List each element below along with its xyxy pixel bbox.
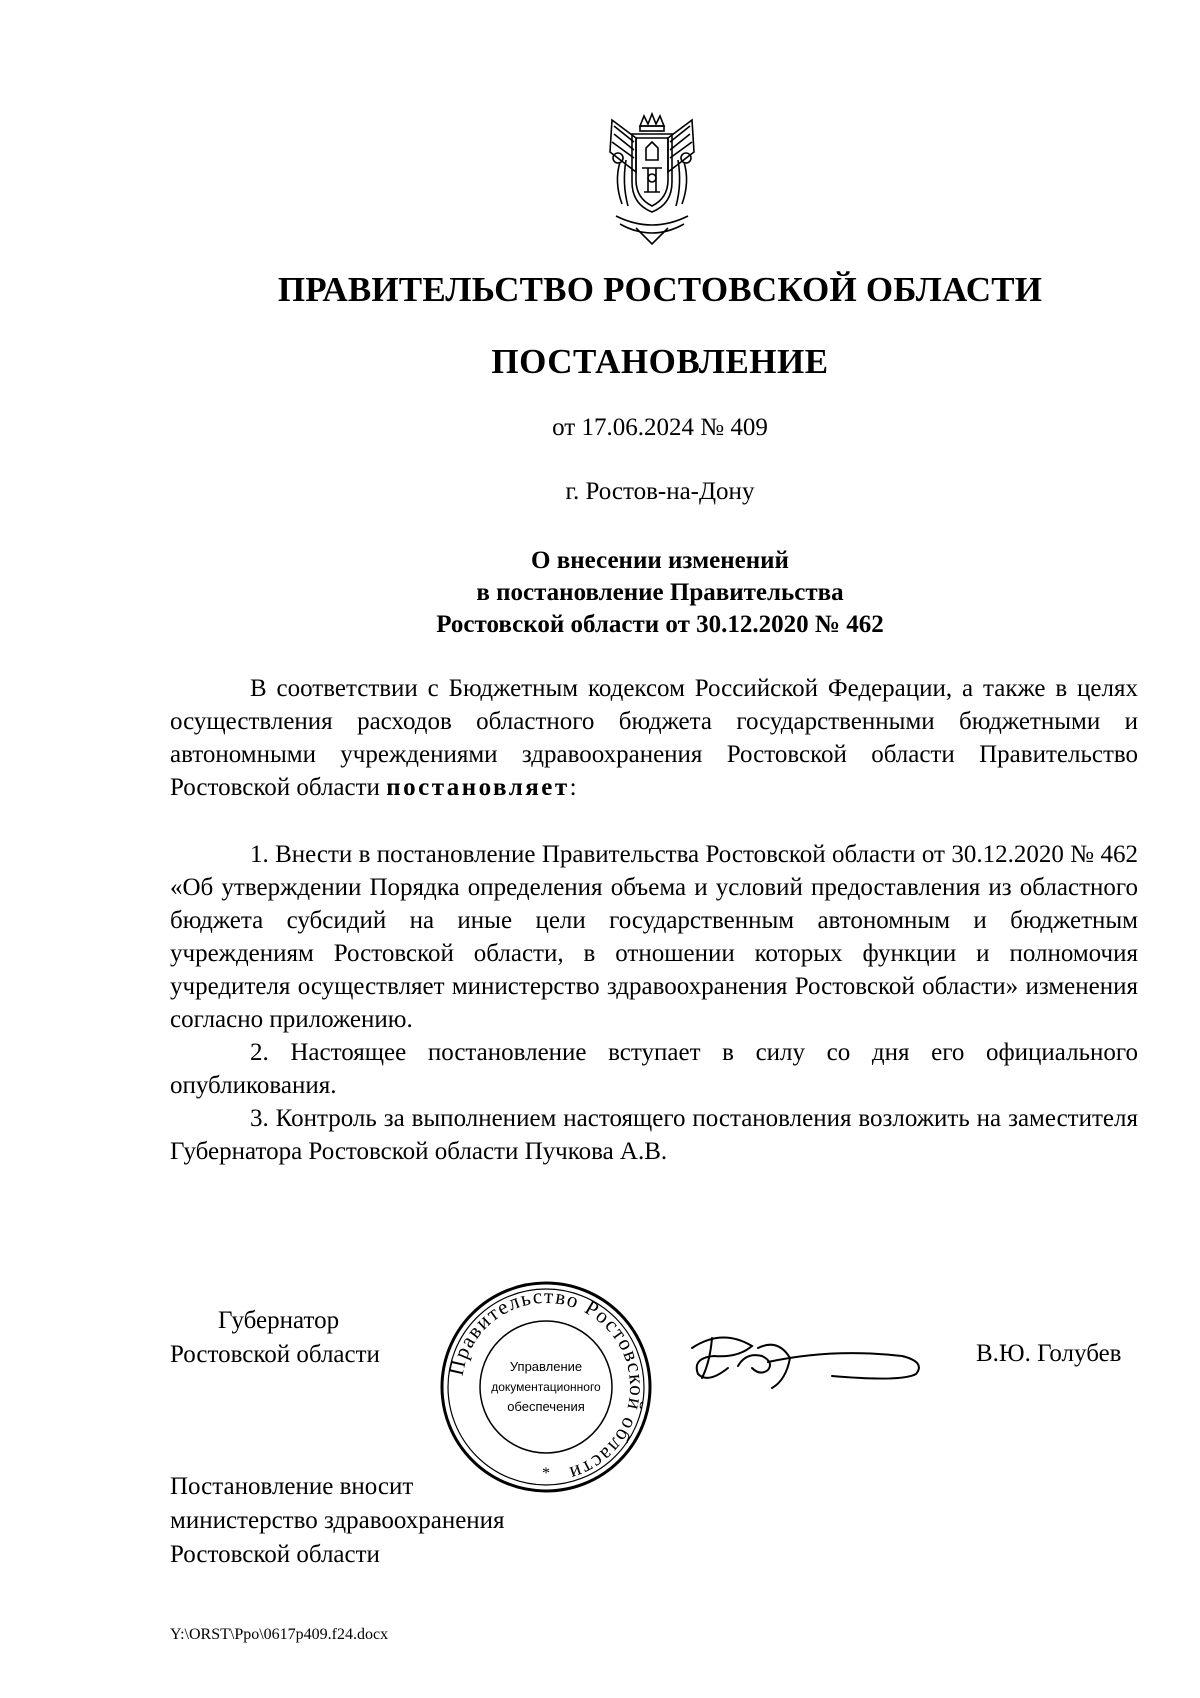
- seal-inner-line: Управление: [509, 1359, 583, 1374]
- subject-line: Ростовской области от 30.12.2020 № 462: [436, 611, 884, 638]
- organization-title: ПРАВИТЕЛЬСТВО РОСТОВСКОЙ ОБЛАСТИ: [277, 270, 1043, 309]
- introduced-by-line: Ростовской области: [170, 1541, 380, 1568]
- introduced-by-line: Постановление вносит: [170, 1473, 414, 1500]
- seal-inner-line: документационного: [491, 1380, 601, 1394]
- signer-position-line: Губернатор: [218, 1307, 340, 1334]
- document-type: ПОСТАНОВЛЕНИЕ: [491, 342, 829, 381]
- resolution-item: 3. Контроль за выполнением настоящего постановления возложить на заместителя Губернатора Ростовской области Пучкова А.В.: [170, 1105, 1138, 1165]
- seal-outer-text: Правительство Ростовской области: [443, 1283, 650, 1487]
- introduced-by-line: министерство здравоохранения: [170, 1507, 505, 1534]
- signer-position: [170, 1304, 380, 1372]
- seal-inner-line: обеспечения: [507, 1399, 585, 1414]
- introduced-by: [170, 1470, 505, 1572]
- official-seal: [437, 1278, 655, 1496]
- resolution-item: 1. Внести в постановление Правительства Ростовской области от 30.12.2020 № 462 «Об утверждении Порядка определения объема и условий предоставления из областного бюджета субсидий на иные цели государственным автономным и бюджетным учреждениям Ростовской области, в отношении которых функции и полномочия учредителя осуществляет министерство здравоохранения Ростовской области» изменения согласно приложению.: [170, 841, 1138, 1033]
- document-date-number: от 17.06.2024 № 409: [552, 414, 768, 441]
- preamble-text: В соответствии с Бюджетным кодексом Российской Федерации, а также в целях осуществления расходов областного бюджета государственными бюджетными и автономными учреждениями здравоохранения Ростовской области Правительство Ростовской области: [170, 675, 1138, 801]
- subject-line: О внесении изменений: [531, 547, 789, 574]
- document-subject: [0, 545, 1200, 641]
- preamble-emphasis: постановляет: [386, 774, 570, 801]
- seal-star-icon: *: [542, 1465, 550, 1482]
- coat-of-arms-emblem: [596, 112, 708, 246]
- file-path: Y:\ORST\Ppo\0617p409.f24.docx: [170, 1626, 389, 1643]
- signer-position-line: Ростовской области: [170, 1341, 380, 1368]
- preamble-suffix: :: [569, 774, 577, 801]
- resolution-item: 2. Настоящее постановление вступает в силу со дня его официального опубликования.: [170, 1039, 1138, 1099]
- preamble-paragraph: [170, 672, 1138, 804]
- handwritten-signature: [682, 1318, 932, 1398]
- subject-line: в постановление Правительства: [476, 579, 844, 606]
- resolution-items: [170, 838, 1138, 1168]
- document-place: г. Ростов-на-Дону: [565, 478, 755, 505]
- signer-name: В.Ю. Голубев: [976, 1340, 1122, 1367]
